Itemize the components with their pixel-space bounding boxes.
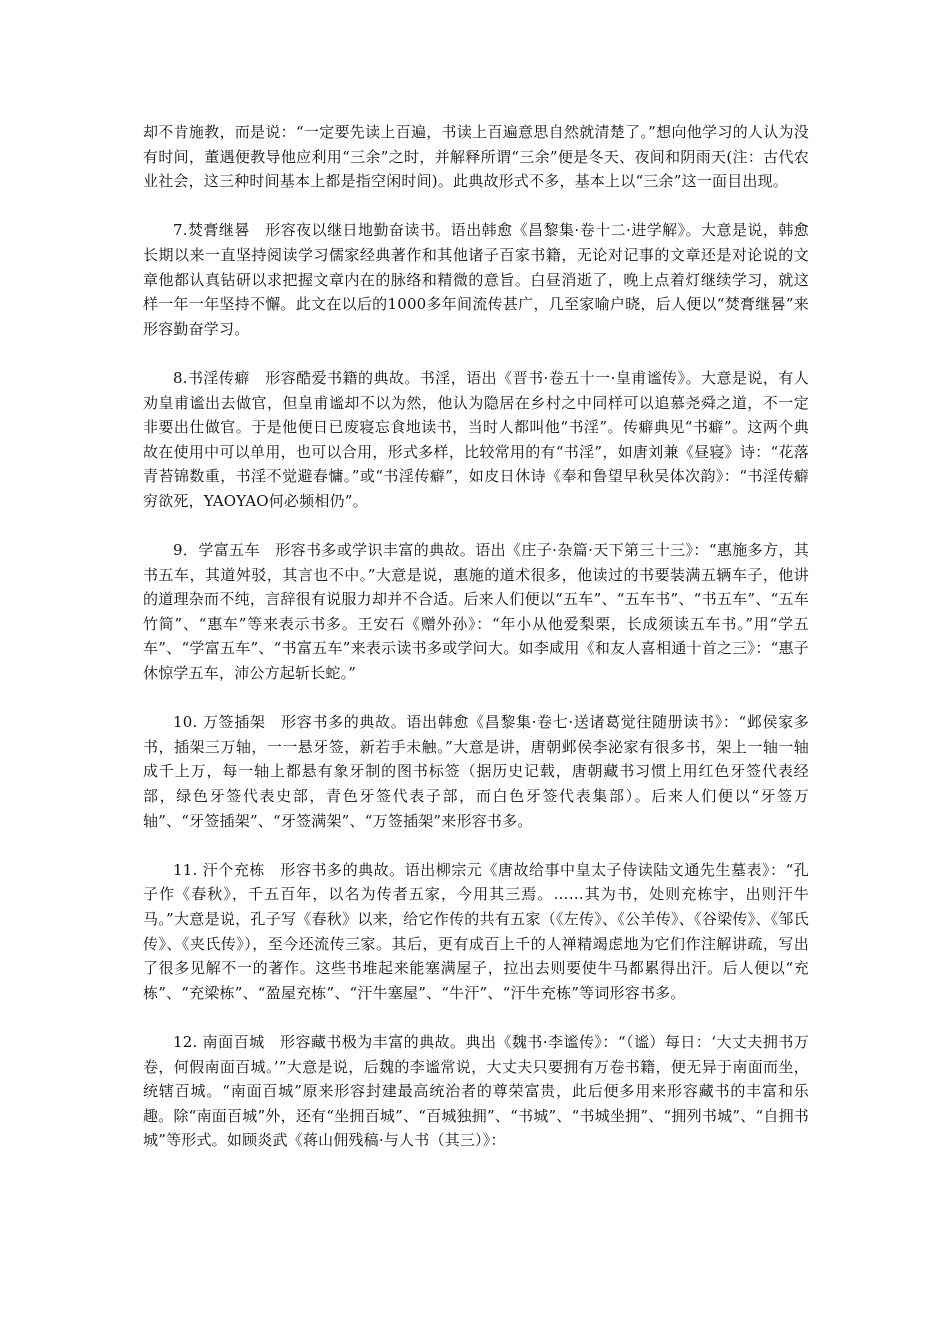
paragraph-item-12: 12. 南面百城 形容藏书极为丰富的典故。典出《魏书·李谧传》：“（谧）每日：‘大丈夫拥书万卷，何假南面百城。’”大意是说，后魏的李谧常说，大丈夫只要拥有万卷书籍，便无异于南面而坐，统辖百城。“南面百城”原来形容封建最高统治者的尊荣富贵，此后便多用来形容藏书的丰富和乐趣。除“南面百城”外，还有“坐拥百城”、“百城独拥”、“书城”、“书城坐拥”、“拥列书城”、“自拥书城”等形式。如顾炎武《蒋山佣残稿·与人书（其三）》： xyxy=(143,1032,809,1150)
paragraph-item-7: 7.焚膏继晷 形容夜以继日地勤奋读书。语出韩愈《昌黎集·卷十二·进学解》。大意是说，韩愈长期以来一直坚持阅读学习儒家经典著作和其他诸子百家书籍，无论对记事的文章还是对论说的文章他都认真钻研以求把握文章内在的脉络和精微的意旨。白昼消逝了，晚上点着灯继续学习，就这样一年一年坚持不懈。此文在以后的1000多年间流传甚广，几至家喻户晓，后人便以“焚膏继晷”来形容勤奋学习。 xyxy=(143,221,809,338)
document-body xyxy=(143,120,809,1178)
paragraph-item-8: 8.书淫传癖 形容酷爱书籍的典故。书淫，语出《晋书·卷五十一·皇甫谧传》。大意是说，有人劝皇甫谧出去做官，但皇甫谧却不以为然，他认为隐居在乡村之中同样可以追慕尧舜之道，不一定非要出仕做官。于是他便日已废寝忘食地读书，当时人都叫他“书淫”。传癖典见“书癖”。这两个典故在使用中可以单用，也可以合用，形式多样，比较常用的有“书淫”，如唐刘兼《昼寝》诗：“花落青苔锦数重，书淫不觉避春慵。”或“书淫传癖”，如皮日休诗《奉和鲁望早秋吴体次韵》：“书淫传癖穷欲死，YAOYAO何必频相仍”。 xyxy=(143,368,809,510)
paragraph-item-9: 9．学富五车 形容书多或学识丰富的典故。语出《庄子·杂篇·天下第三十三》：“惠施多方，其书五车，其道舛驳，其言也不中。”大意是说，惠施的道术很多，他读过的书要装满五辆车子，他讲的道理杂而不纯，言辞很有说服力却并不合适。后来人们便以“五车”、“五车书”、“书五车”、“五车竹简”、“惠车”等来表示书多。王安石《赠外孙》：“年小从他爱梨栗，长成须读五车书。”用“学五车”、“学富五车”、“书富五车”来表示读书多或学问大。如李咸用《和友人喜相通十首之三》：“惠子休惊学五车，沛公方起斩长蛇。” xyxy=(143,541,809,683)
paragraph-item-10: 10. 万签插架 形容书多的典故。语出韩愈《昌黎集·卷七·送诸葛觉往随册读书》：“邺侯家多书，插架三万轴，一一悬牙签，新若手未触。”大意是讲，唐朝邺侯李泌家有很多书，架上一轴一轴成千上万，每一轴上都悬有象牙制的图书标签（据历史记载，唐朝藏书习惯上用红色牙签代表经部，绿色牙签代表史部，青色牙签代表子部，而白色牙签代表集部）。后来人们便以“牙签万轴”、“牙签插架”、“牙签满架”、“万签插架”来形容书多。 xyxy=(143,713,809,830)
paragraph-item-11: 11. 汗个充栋 形容书多的典故。语出柳宗元《唐故给事中皇太子侍读陆文通先生墓表》：“孔子作《春秋》，千五百年，以名为传者五家，今用其三焉。……其为书，处则充栋宇，出则汗牛马。”大意是说，孔子写《春秋》以来，给它作传的共有五家（《左传》、《公羊传》、《谷梁传》、《邹氏传》、《夹氏传》），至今还流传三家。其后，更有成百上千的人禅精竭虑地为它们作注解讲疏，写出了很多见解不一的著作。这些书堆起来能塞满屋子，拉出去则要使牛马都累得出汗。后人便以“充栋”、“充梁栋”、“盈屋充栋”、“汗牛塞屋”、“牛汗”、“汗牛充栋”等词形容书多。 xyxy=(143,860,809,1002)
paragraph-continuation: 却不肯施教，而是说：“一定要先读上百遍，书读上百遍意思自然就清楚了。”想向他学习的人认为没有时间，董遇便教导他应利用“三余”之时，并解释所谓“三余”便是冬天、夜间和阴雨天(注：古代农业社会，这三种时间基本上都是指空闲时间)。此典故形式不多，基本上以“三余”这一面目出现。 xyxy=(143,123,809,191)
